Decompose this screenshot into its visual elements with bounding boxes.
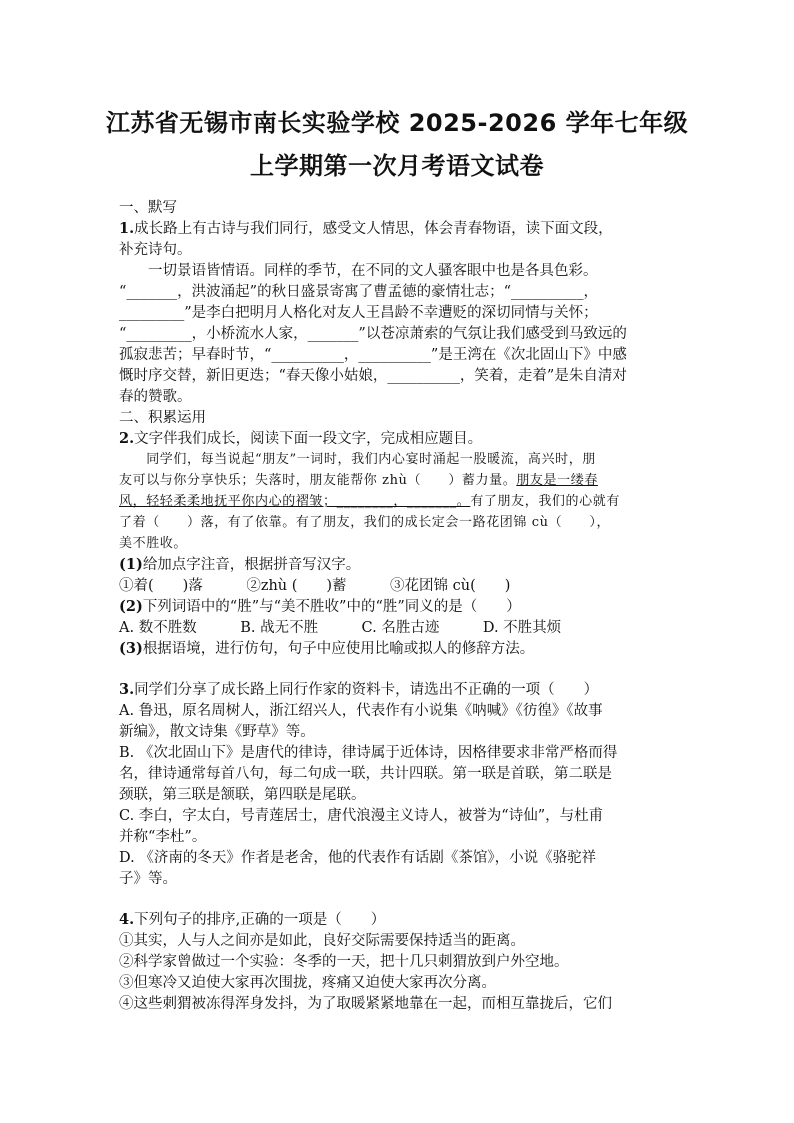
q3-option-d-line-1: D. 《济南的冬天》作者是老舍，他的代表作有话剧《茶馆》，小说《骆驼祥 (119, 850, 597, 866)
exam-title-line-2: 上学期第一次月考语文试卷 (250, 152, 544, 180)
q3-stem (119, 680, 598, 700)
q2-sub-3-text: 根据语境，进行仿句，句子中应使用比喻或拟人的修辞方法。 (142, 641, 535, 657)
q1-passage-line-1: 一切景语皆情语。同样的季节，在不同的文人骚客眼中也是各具色彩。 (119, 263, 598, 279)
q2-underlined-sentence-start: 朋友是一缕春 (516, 473, 598, 488)
q2-sub-3 (119, 639, 534, 659)
q4-stem (119, 910, 385, 930)
q2-sub-3-number: (3) (119, 640, 143, 657)
q4-sentence-3: ③但寒冷又迫使大家再次围拢，疼痛又迫使大家再次分离。 (119, 975, 496, 991)
q3-option-b-line-3: 颈联，第三联是颔联，第四联是尾联。 (119, 787, 366, 803)
q2-sub-2-options: A. 数不胜数 B. 战无不胜 C. 名胜古迹 D. 不胜其烦 (119, 620, 562, 636)
q2-stem-text: 文字伴我们成长，阅读下面一段文字，完成相应题目。 (134, 431, 483, 447)
q3-option-d-line-2: 子》等。 (119, 871, 177, 887)
q1-passage-line-5: 孤寂悲苦；早春时节，“__________，__________”是王湾在《次北固山下》中感 (119, 347, 627, 363)
q1-passage-line-6: 慨时序交替，新旧更迭；“春天像小姑娘，__________，笑着，走着”是朱自清对 (119, 368, 627, 384)
q2-sub-1-text: 给加点字注音，根据拼音写汉字。 (142, 557, 361, 573)
q2-sub-1-items: ①着( )落 ②zhù ( )蓄 ③花团锦 cù( ) (119, 578, 511, 594)
q2-passage-line-1: 同学们，每当说起“朋友”一词时，我们内心宴时涌起一股暖流，高兴时，朋 (119, 452, 596, 467)
q2-sub-2-number: (2) (119, 598, 143, 615)
q3-option-b-line-1: B. 《次北固山下》是唐代的律诗，律诗属于近体诗，因格律要求非常严格而得 (119, 745, 618, 761)
q2-passage-line-4: 了着（ ）落，有了依靠。有了朋友，我们的成长定会一路花团锦 cù（ ）， (119, 515, 611, 530)
q1-passage-line-3: _________”是李白把明月人格化对友人王昌龄不幸遭贬的深切同情与关怀； (119, 305, 598, 321)
q2-stem (119, 429, 482, 449)
q2-sub-2 (119, 597, 521, 617)
q3-option-c-line-1: C. 李白，字太白，号青莲居士，唐代浪漫主义诗人，被誉为“诗仙”，与杜甫 (119, 808, 604, 824)
q3-option-a-line-2: 新编》，散文诗集《野草》等。 (119, 724, 315, 740)
q1-passage-line-2: “_______，洪波涌起”的秋日盛景寄寓了曹孟德的豪情壮志；“__________， (119, 284, 598, 300)
q3-option-c-line-2: 并称“李杜”。 (119, 829, 207, 845)
q3-option-a-line-1: A. 鲁迅，原名周树人，浙江绍兴人，代表作有小说集《呐喊》《彷徨》《故事 (119, 703, 603, 719)
q2-passage-line-5: 美不胜收。 (119, 536, 188, 551)
q2-sub-2-text: 下列词语中的“胜”与“美不胜收”中的“胜”同义的是（ ） (142, 599, 521, 615)
q4-stem-text: 下列句子的排序,正确的一项是（ ） (134, 912, 386, 928)
q2-passage-line-2 (119, 471, 598, 491)
q2-number: 2. (119, 430, 135, 447)
q1-stem-line-2: 补充诗句。 (119, 242, 192, 258)
q4-sentence-2: ②科学家曾做过一个实验：冬季的一天，把十几只刺猬放到户外空地。 (119, 954, 569, 970)
section-1-heading: 一、默写 (119, 200, 177, 216)
q2-sub-1 (119, 555, 360, 575)
q3-option-b-line-2: 名，律诗通常每首八句，每二句成一联，共计四联。第一联是首联，第二联是 (119, 766, 612, 782)
q3-stem-text: 同学们分享了成长路上同行作家的资料卡，请选出不正确的一项（ ） (134, 682, 599, 698)
q4-sentence-1: ①其实，人与人之间亦是如此，良好交际需要保持适当的距离。 (119, 933, 525, 949)
q2-passage-line-2-text: 友可以与你分享快乐；失落时，朋友能帮你 zhù（ ）蓄力量。 (119, 473, 517, 488)
q4-number: 4. (119, 911, 135, 928)
section-2-heading: 二、积累运用 (119, 410, 206, 426)
q1-stem-text: 成长路上有古诗与我们同行，感受文人情思，体会青春物语，读下面文段， (134, 221, 613, 237)
exam-title-line-1: 江苏省无锡市南长实验学校 2025-2026 学年七年级 (105, 109, 689, 137)
q2-passage-line-3 (119, 492, 620, 512)
q2-underlined-sentence-end: 风，轻轻柔柔地抚平你内心的褶皱；________，_______。 (119, 494, 471, 509)
q3-number: 3. (119, 681, 135, 698)
q2-sub-1-number: (1) (119, 556, 143, 573)
q1-passage-line-4: “_________，小桥流水人家，_______”以苍凉萧索的气氛让我们感受到马致远的 (119, 326, 627, 342)
q1-number: 1. (119, 220, 135, 237)
q2-passage-line-3-text: 有了朋友，我们的心就有 (470, 494, 620, 509)
q4-sentence-4: ④这些刺猬被冻得浑身发抖，为了取暖紧紧地靠在一起，而相互靠拢后，它们 (119, 996, 612, 1012)
q1-passage-line-7: 春的赞歌。 (119, 389, 192, 405)
q1-stem-line-1 (119, 219, 613, 239)
